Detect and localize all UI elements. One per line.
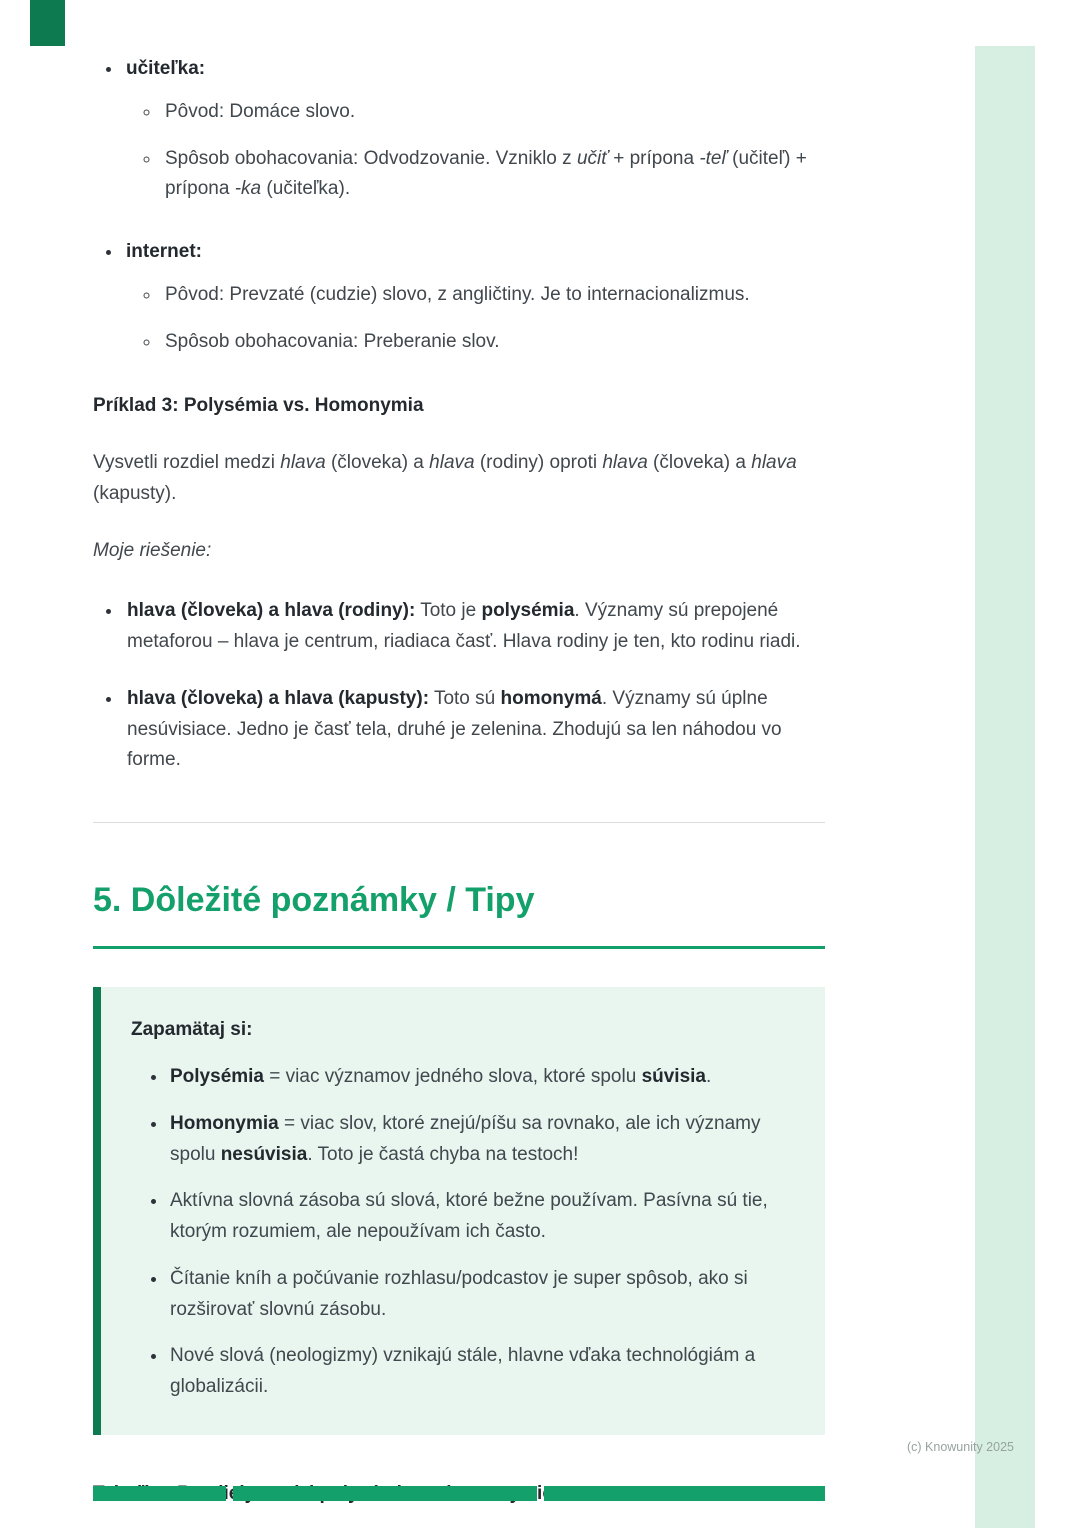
word-detail-list xyxy=(126,280,825,358)
word-entry-internet xyxy=(123,237,825,357)
callout-item: • Čítanie kníh a počúvanie rozhlasu/podcastov je super spôsob, ako si rozširovať slovnú zásobu. xyxy=(168,1264,770,1326)
word-detail: ◦ Spôsob obohacovania: Preberanie slov. xyxy=(161,327,825,358)
solution-list xyxy=(93,596,825,776)
callout-item: • Nové slová (neologizmy) vznikajú stále, hlavne vďaka technológiám a globalizácii. xyxy=(168,1341,770,1403)
tips-callout xyxy=(93,987,825,1435)
section-divider xyxy=(93,822,825,823)
word-origin-list xyxy=(93,54,825,357)
example-3-task: Vysvetli rozdiel medzi hlava (človeka) a hlava (rodiny) oproti hlava (človeka) a hlava (kapusty). xyxy=(93,452,797,504)
example-3-heading: Príklad 3: Polysémia vs. Homonymia xyxy=(93,395,424,417)
callout-title: Zapamätaj si: xyxy=(131,1019,253,1041)
notes-content xyxy=(93,54,825,1510)
word-detail-list xyxy=(126,97,825,205)
word-detail: ◦ Spôsob obohacovania: Odvodzovanie. Vzniklo z učiť + prípona -teľ (učiteľ) + prípona -ka (učiteľka). xyxy=(161,144,825,206)
word-detail: ◦ Pôvod: Prevzaté (cudzie) slovo, z angličtiny. Je to internacionalizmus. xyxy=(161,280,825,311)
callout-item: • Aktívna slovná zásoba sú slová, ktoré bežne používam. Pasívna sú tie, ktorým rozumiem, ale nepoužívam ich často. xyxy=(168,1186,770,1248)
callout-item: • Polysémia = viac významov jedného slova, ktoré spolu súvisia. xyxy=(168,1062,770,1093)
solution-item-polysemia: • hlava (človeka) a hlava (rodiny): Toto je polysémia. Významy sú prepojené metaforou – hlava je centrum, riadiaca časť. Hlava rodiny je ten, kto rodinu riadi. xyxy=(123,596,825,658)
callout-list xyxy=(131,1062,770,1403)
callout-item: • Homonymia = viac slov, ktoré znejú/píšu sa rovnako, ale ich významy spolu nesúvisia. Toto je častá chyba na testoch! xyxy=(168,1109,770,1171)
word-detail: ◦ Pôvod: Domáce slovo. xyxy=(161,97,825,128)
copyright-credit: (c) Knowunity 2025 xyxy=(906,1440,1014,1454)
table-header-row xyxy=(93,1486,825,1501)
word-term: • internet: xyxy=(126,241,202,263)
table-header-cell xyxy=(93,1486,226,1501)
table-header-cell xyxy=(233,1486,537,1501)
word-term: • učiteľka: xyxy=(126,58,206,79)
brand-corner-mark xyxy=(30,0,65,46)
solution-label: Moje riešenie: xyxy=(93,539,212,561)
decorative-side-stripe xyxy=(975,46,1035,1528)
word-entry-ucitelka xyxy=(123,54,825,205)
table-header-cell xyxy=(544,1486,825,1501)
section-5-title: 5. Dôležité poznámky / Tipy xyxy=(93,873,825,949)
solution-item-homonyma: • hlava (človeka) a hlava (kapusty): Toto sú homonymá. Významy sú úplne nesúvisiace. Jedno je časť tela, druhé je zelenina. Zhodujú sa len náhodou vo forme. xyxy=(123,684,825,776)
